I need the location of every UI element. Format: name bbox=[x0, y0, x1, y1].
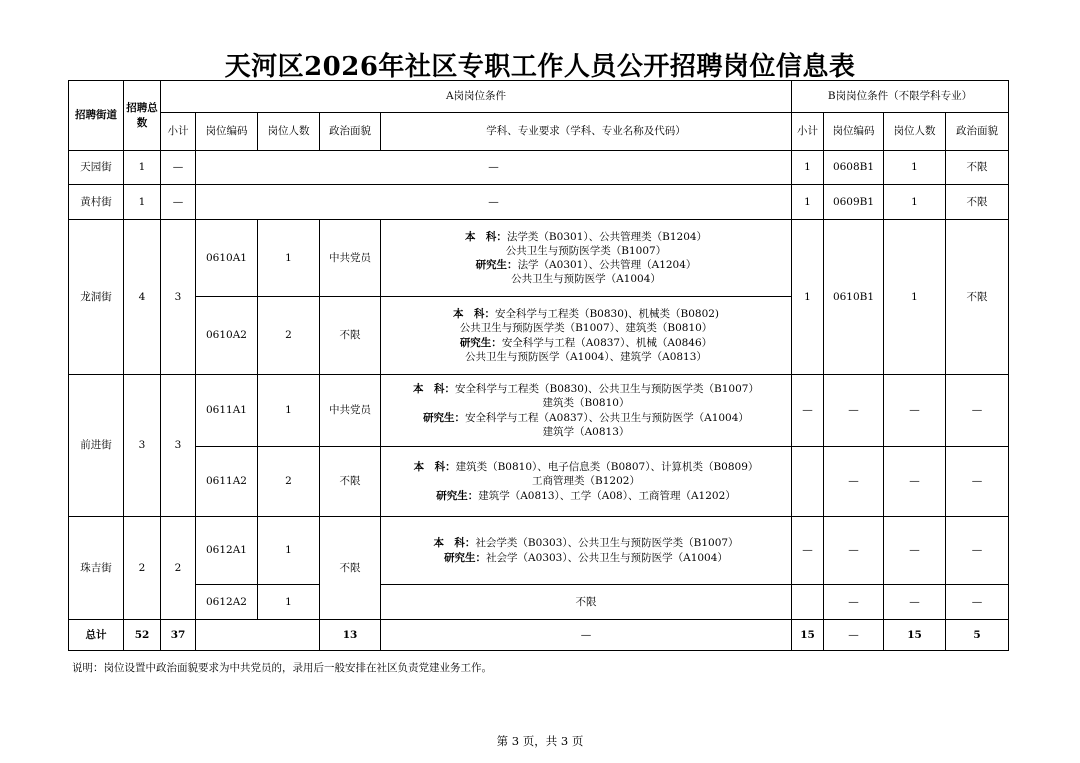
major-requirement-cell bbox=[381, 517, 792, 585]
b-subtotal-cell: — bbox=[792, 375, 824, 447]
header-b-post-code: 岗位编码 bbox=[824, 113, 884, 151]
a-political-cell: 中共党员 bbox=[320, 220, 381, 297]
major-line: 公共卫生与预防医学（A1004）、建筑学（A0813） bbox=[465, 350, 707, 363]
major-requirement-cell bbox=[381, 447, 792, 517]
table-row bbox=[69, 220, 1009, 297]
table-row bbox=[69, 447, 1009, 517]
header-a-post-count: 岗位人数 bbox=[258, 113, 320, 151]
b-code-cell: — bbox=[824, 447, 884, 517]
major-line: 公共卫生与预防医学（A1004） bbox=[511, 273, 661, 286]
b-subtotal-cell: 1 bbox=[792, 185, 824, 220]
major-line: 本 科：安全科学与工程类（B0830)、公共卫生与预防医学类（B1007） bbox=[413, 383, 759, 396]
a-subtotal-cell: 2 bbox=[161, 517, 196, 620]
b-code-cell: 0609B1 bbox=[824, 185, 884, 220]
b-count-cell: 15 bbox=[884, 620, 946, 651]
header-row-2 bbox=[69, 113, 1009, 151]
b-count-cell: — bbox=[884, 585, 946, 620]
street-cell: 天园街 bbox=[69, 151, 124, 185]
header-street: 招聘街道 bbox=[69, 81, 124, 151]
table-row bbox=[69, 585, 1009, 620]
page-title: 天河区2026年社区专职工作人员公开招聘岗位信息表 bbox=[224, 52, 856, 82]
a-code-cell: 0610A1 bbox=[196, 220, 258, 297]
a-code-cell: 0612A2 bbox=[196, 585, 258, 620]
header-a-major: 学科、专业要求（学科、专业名称及代码） bbox=[381, 113, 792, 151]
major-line: 研究生：社会学（A0303）、公共卫生与预防医学（A1004） bbox=[444, 551, 728, 564]
b-subtotal-cell: 15 bbox=[792, 620, 824, 651]
b-political-cell: — bbox=[946, 375, 1009, 447]
major-line: 本 科：社会学类（B0303）、公共卫生与预防医学类（B1007） bbox=[433, 537, 739, 550]
b-political-cell: 5 bbox=[946, 620, 1009, 651]
header-a-group: A岗岗位条件 bbox=[161, 81, 792, 113]
table-row bbox=[69, 375, 1009, 447]
a-count-cell: 1 bbox=[258, 375, 320, 447]
b-code-cell: 0608B1 bbox=[824, 151, 884, 185]
table-row bbox=[69, 185, 1009, 220]
b-count-cell: 1 bbox=[884, 220, 946, 375]
a-political-cell: 不限 bbox=[320, 517, 381, 620]
b-code-cell: — bbox=[824, 620, 884, 651]
major-requirement-cell bbox=[381, 297, 792, 375]
b-count-cell: — bbox=[884, 375, 946, 447]
a-code-cell bbox=[196, 620, 320, 651]
total-label: 总计 bbox=[69, 620, 124, 651]
major-line: 公共卫生与预防医学类（B1007） bbox=[505, 244, 667, 257]
major-line: 研究生：建筑学（A0813）、工学（A08）、工商管理（A1202） bbox=[436, 489, 736, 502]
a-code-cell: 0610A2 bbox=[196, 297, 258, 375]
major-line: 本 科：建筑类（B0810）、电子信息类（B0807）、计算机类（B0809） bbox=[413, 461, 759, 474]
b-count-cell: 1 bbox=[884, 185, 946, 220]
table-row bbox=[69, 517, 1009, 585]
b-subtotal-cell bbox=[792, 447, 824, 517]
a-count-cell: 2 bbox=[258, 447, 320, 517]
a-political-cell: 不限 bbox=[320, 297, 381, 375]
a-count-cell: 1 bbox=[258, 585, 320, 620]
b-political-cell: — bbox=[946, 447, 1009, 517]
major-line: 研究生：安全科学与工程（A0837）、公共卫生与预防医学（A1004） bbox=[423, 411, 749, 424]
header-a-post-code: 岗位编码 bbox=[196, 113, 258, 151]
header-b-political: 政治面貌 bbox=[946, 113, 1009, 151]
page-number: 第 3 页，共 3 页 bbox=[496, 734, 584, 748]
explanatory-note: 说明：岗位设置中政治面貌要求为中共党员的，录用后一般安排在社区负责党建业务工作。 bbox=[72, 662, 492, 674]
b-code-cell: 0610B1 bbox=[824, 220, 884, 375]
b-subtotal-cell bbox=[792, 585, 824, 620]
recruitment-table bbox=[68, 80, 1009, 651]
a-merged-cell: — bbox=[196, 151, 792, 185]
header-b-post-count: 岗位人数 bbox=[884, 113, 946, 151]
a-count-cell: 1 bbox=[258, 517, 320, 585]
a-count-cell: 2 bbox=[258, 297, 320, 375]
header-b-group: B岗岗位条件（不限学科专业） bbox=[792, 81, 1009, 113]
a-subtotal-cell: 3 bbox=[161, 220, 196, 375]
header-a-subtotal: 小计 bbox=[161, 113, 196, 151]
header-row-1 bbox=[69, 81, 1009, 113]
b-subtotal-cell: — bbox=[792, 517, 824, 585]
header-a-political: 政治面貌 bbox=[320, 113, 381, 151]
street-cell: 龙洞街 bbox=[69, 220, 124, 375]
header-b-subtotal: 小计 bbox=[792, 113, 824, 151]
table-row bbox=[69, 151, 1009, 185]
major-line: 本 科：法学类（B0301）、公共管理类（B1204） bbox=[464, 230, 708, 243]
major-requirement-cell bbox=[381, 375, 792, 447]
total-cell: 1 bbox=[124, 151, 161, 185]
major-line: 建筑学（A0813） bbox=[542, 425, 630, 438]
total-row bbox=[69, 620, 1009, 651]
b-code-cell: — bbox=[824, 517, 884, 585]
total-cell: 1 bbox=[124, 185, 161, 220]
major-line: 建筑类（B0810） bbox=[542, 397, 630, 410]
total-cell: 52 bbox=[124, 620, 161, 651]
major-line: 本 科：安全科学与工程类（B0830)、机械类（B0802) bbox=[452, 308, 720, 321]
a-code-cell: 0611A1 bbox=[196, 375, 258, 447]
major-line: 研究生：安全科学与工程（A0837）、机械（A0846） bbox=[459, 336, 713, 349]
b-code-cell: — bbox=[824, 375, 884, 447]
a-count-cell: 1 bbox=[258, 220, 320, 297]
b-count-cell: 1 bbox=[884, 151, 946, 185]
b-political-cell: 不限 bbox=[946, 220, 1009, 375]
street-cell: 珠吉街 bbox=[69, 517, 124, 620]
street-cell: 黄村街 bbox=[69, 185, 124, 220]
b-political-cell: 不限 bbox=[946, 185, 1009, 220]
header-total: 招聘总数 bbox=[124, 81, 161, 151]
major-line: 研究生：法学（A0301）、公共管理（A1204） bbox=[475, 259, 697, 271]
a-subtotal-cell: — bbox=[161, 185, 196, 220]
major-line: 公共卫生与预防医学类（B1007）、建筑类（B0810） bbox=[459, 322, 713, 335]
a-subtotal-cell: 3 bbox=[161, 375, 196, 517]
b-subtotal-cell: 1 bbox=[792, 220, 824, 375]
b-count-cell: — bbox=[884, 447, 946, 517]
a-subtotal-cell: 37 bbox=[161, 620, 196, 651]
b-political-cell: — bbox=[946, 517, 1009, 585]
a-political-cell: 中共党员 bbox=[320, 375, 381, 447]
major-requirement-cell: — bbox=[381, 620, 792, 651]
a-merged-cell: — bbox=[196, 185, 792, 220]
a-code-cell: 0611A2 bbox=[196, 447, 258, 517]
b-code-cell: — bbox=[824, 585, 884, 620]
major-line: 工商管理类（B1202） bbox=[532, 475, 640, 488]
a-subtotal-cell: — bbox=[161, 151, 196, 185]
b-political-cell: — bbox=[946, 585, 1009, 620]
total-cell: 3 bbox=[124, 375, 161, 517]
b-count-cell: — bbox=[884, 517, 946, 585]
total-cell: 4 bbox=[124, 220, 161, 375]
major-requirement-cell: 不限 bbox=[381, 585, 792, 620]
a-political-cell: 不限 bbox=[320, 447, 381, 517]
street-cell: 前进街 bbox=[69, 375, 124, 517]
b-subtotal-cell: 1 bbox=[792, 151, 824, 185]
a-code-cell: 0612A1 bbox=[196, 517, 258, 585]
b-political-cell: 不限 bbox=[946, 151, 1009, 185]
total-cell: 2 bbox=[124, 517, 161, 620]
a-count-total-cell: 13 bbox=[320, 620, 381, 651]
major-requirement-cell bbox=[381, 220, 792, 297]
